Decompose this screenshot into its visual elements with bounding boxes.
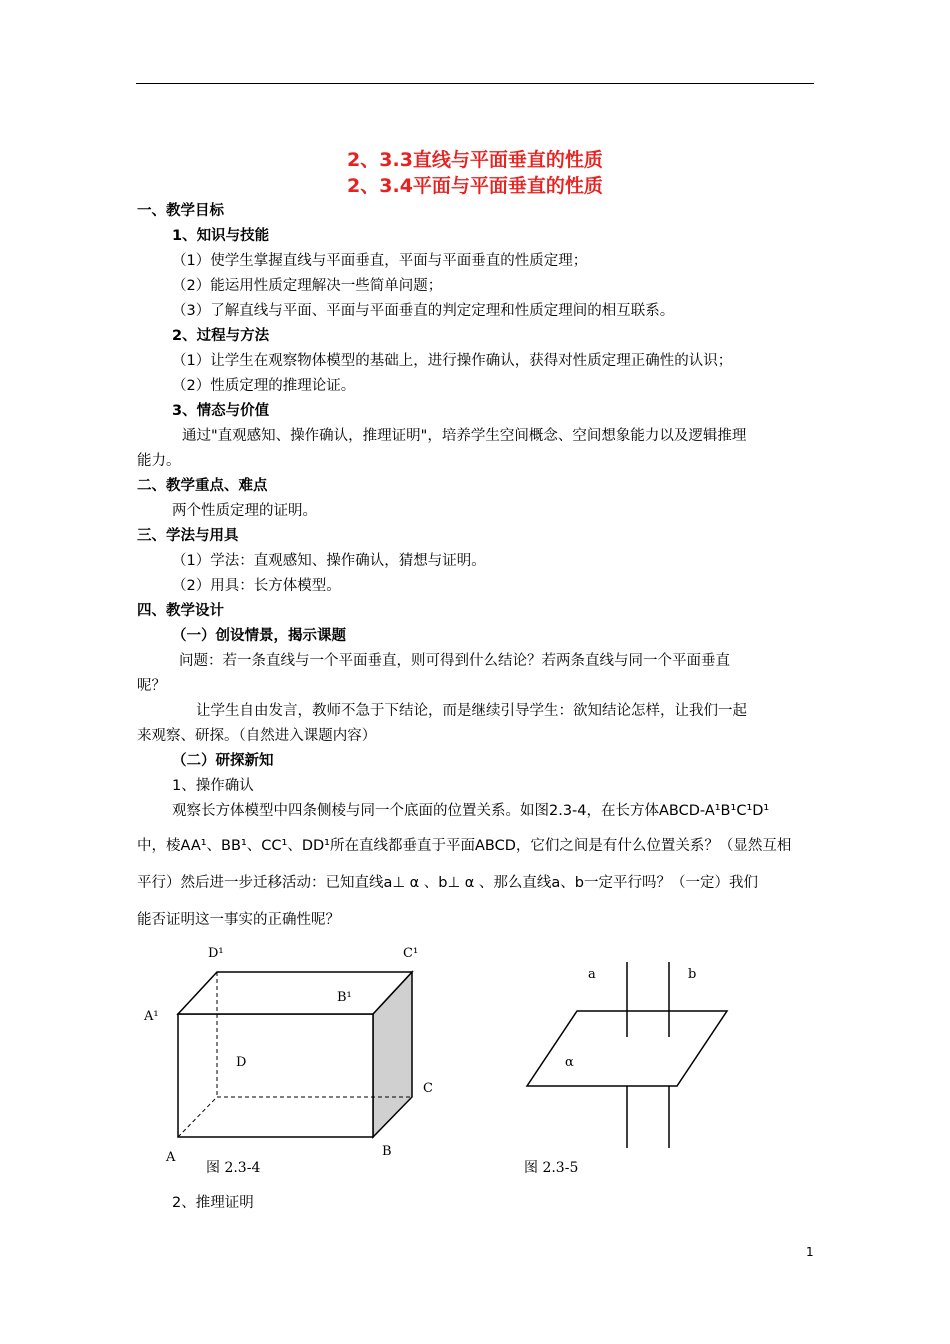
paragraph-line: 能力。 [137,453,181,469]
label-C: C [423,1081,433,1096]
paragraph-line: 来观察、研探。（自然进入课题内容） [137,728,377,744]
paragraph-line: 能否证明这一事实的正确性呢？ [137,912,340,928]
label-C1: C¹ [403,946,419,961]
label-B1: B¹ [337,990,352,1005]
list-item: （2）性质定理的推理论证。 [172,378,356,394]
list-item: （2）能运用性质定理解决一些简单问题； [172,278,443,294]
figure-caption-2: 图 2.3-5 [524,1160,579,1176]
paragraph-line: 呢？ [137,678,166,694]
label-A1: A¹ [144,1009,159,1024]
title-line-1: 2、3.3直线与平面垂直的性质 [347,149,603,171]
paragraph-line: 平行）然后进一步迁移活动：已知直线a⊥ α 、b⊥ α 、那么直线a、b一定平行吗？（一定）我们 [137,875,758,891]
label-D1: D¹ [208,946,224,961]
list-item: （1）使学生掌握直线与平面垂直，平面与平面垂直的性质定理； [172,253,588,269]
section-heading-methods: 三、学法与用具 [137,528,239,544]
label-a: a [588,967,596,982]
label-B: B [382,1144,392,1159]
subheading-scenario: （一）创设情景，揭示课题 [172,628,346,644]
label-A: A [166,1150,176,1165]
paragraph-line: 问题：若一条直线与一个平面垂直，则可得到什么结论？若两条直线与同一个平面垂直 [179,653,730,669]
paragraph-line: 两个性质定理的证明。 [172,503,317,519]
paragraph-line: 中，棱AA¹、BB¹、CC¹、DD¹所在直线都垂直于平面ABCD，它们之间是有什么位置关系？（显然互相 [137,838,792,854]
list-item: （1）让学生在观察物体模型的基础上，进行操作确认，获得对性质定理正确性的认识； [172,353,733,369]
paragraph-line: 1、操作确认 [172,778,254,794]
subheading-process: 2、过程与方法 [172,328,270,344]
subheading-knowledge: 1、知识与技能 [172,228,270,244]
section-heading-design: 四、教学设计 [137,603,224,619]
paragraph-line: 通过"直观感知、操作确认，推理证明"，培养学生空间概念、空间想象能力以及逻辑推理 [182,428,747,444]
list-item: （2）用具：长方体模型。 [172,578,341,594]
label-alpha: α [565,1055,574,1070]
paragraph-line: 观察长方体模型中四条侧棱与同一个底面的位置关系。如图2.3-4，在长方体ABCD-A¹B¹C¹D¹ [172,803,770,819]
subheading-explore: （二）研探新知 [172,753,274,769]
figure-caption-1: 图 2.3-4 [206,1160,261,1176]
section-heading-objectives: 一、教学目标 [137,203,224,219]
list-item: （3）了解直线与平面、平面与平面垂直的判定定理和性质定理间的相互联系。 [172,303,675,319]
subheading-values: 3、情态与价值 [172,403,270,419]
paragraph-line: 2、推理证明 [172,1195,254,1211]
label-D: D [236,1055,247,1070]
label-b: b [688,967,697,982]
paragraph-line: 让学生自由发言，教师不急于下结论，而是继续引导学生：欲知结论怎样，让我们一起 [196,703,747,719]
list-item: （1）学法：直观感知、操作确认，猜想与证明。 [172,553,486,569]
page-number: 1 [806,1245,814,1259]
title-line-2: 2、3.4平面与平面垂直的性质 [347,175,603,197]
section-heading-keypoints: 二、教学重点、难点 [137,478,268,494]
